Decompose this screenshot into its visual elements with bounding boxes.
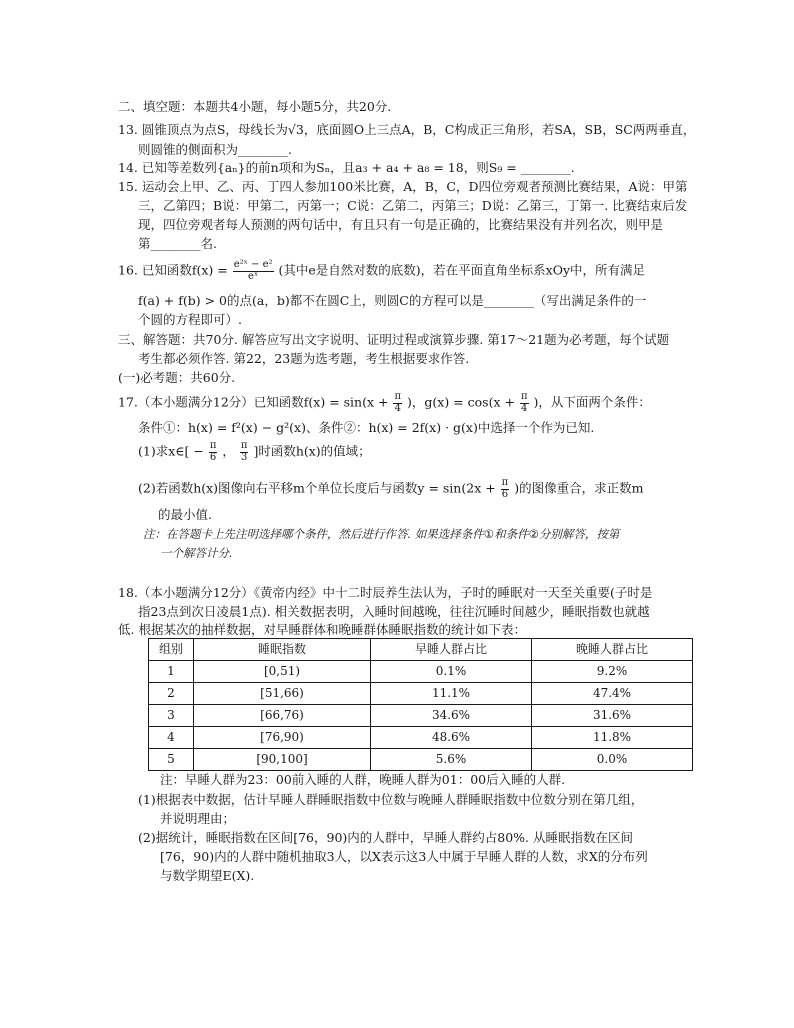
q18-line2: 指23点到次日凌晨1点). 相关数据表明，入睡时间越晚，往往沉睡时间越少，睡眠指数也就越 (138, 604, 650, 619)
q17-conditions: 条件①：h(x) = f²(x) − g²(x)、条件②：h(x) = 2f(x) · g(x)中选择一个作为已知. (138, 420, 595, 435)
fraction-numerator: π (394, 391, 402, 402)
table-cell: [90,100] (194, 749, 371, 771)
table-cell: [76,90) (194, 727, 371, 749)
q13-line2: 则圆锥的侧面积为________. (138, 142, 292, 157)
q18-part2-line1: (2)据统计，睡眠指数在区间[76，90)内的人群中，早睡人群约占80%. 从睡眠指数在区间 (138, 830, 634, 845)
q16-fraction (233, 260, 274, 282)
q17-part1 (138, 441, 371, 463)
table-cell: 11.1% (371, 683, 532, 705)
table-cell: 11.8% (532, 727, 693, 749)
table-cell: 0.0% (532, 749, 693, 771)
table-cell: 5 (149, 749, 194, 771)
q18-part2-line2: [76，90)内的人群中随机抽取3人，以X表示这3人中属于早睡人群的人数，求X的分布列 (160, 849, 648, 864)
q17-part1-c: ]时函数h(x)的值域； (253, 443, 371, 459)
q16-fraction-numerator: e²ˣ − e² (233, 259, 273, 270)
table-row (149, 705, 693, 727)
section3-heading-line1: 三、解答题：共70分. 解答应写出文字说明、证明过程或演算步骤. 第17～21题为必考题，每个试题 (118, 332, 670, 347)
pi-over-4-fraction (520, 392, 529, 414)
table-header-cell: 早睡人群占比 (371, 639, 532, 661)
fraction-denominator: 4 (521, 402, 528, 414)
q13-line1: 13. 圆锥顶点为点S，母线长为√3，底面圆O上三点A，B，C构成正三角形，若SA，SB，SC两两垂直， (118, 122, 696, 137)
q15-line1: 15. 运动会上甲、乙、丙、丁四人参加100米比赛，A，B，C，D四位旁观者预测比赛结果，A说：甲第 (118, 179, 688, 194)
q16-line1 (118, 260, 645, 282)
q17-line1-part-a: 17.（本小题满分12分）已知函数f(x) = sin(x + (118, 394, 389, 410)
table-header-cell: 睡眠指数 (194, 639, 371, 661)
q17-line1 (118, 392, 651, 414)
table-cell: 2 (149, 683, 194, 705)
q17-note-line2: 一个解答计分. (160, 546, 233, 560)
sleep-index-table (148, 638, 693, 771)
q18-line1: 18.（本小题满分12分）《黄帝内经》中十二时辰养生法认为，子时的睡眠对一天至关重要(子时是 (118, 585, 653, 600)
fraction-numerator: π (520, 391, 528, 402)
table-row (149, 661, 693, 683)
q15-line4: 第________名. (138, 236, 217, 251)
q17-part2-b: )的图像重合，求正数m (514, 480, 644, 496)
table-row (149, 749, 693, 771)
fraction-numerator: π (209, 440, 217, 451)
q16-fraction-denominator: eˣ (248, 270, 259, 282)
fraction-numerator: π (240, 440, 248, 451)
table-cell: 47.4% (532, 683, 693, 705)
table-cell: 34.6% (371, 705, 532, 727)
fraction-denominator: 4 (394, 402, 401, 414)
q16-suffix: (其中e是自然对数的底数)，若在平面直角坐标系xOy中，所有满足 (278, 262, 646, 278)
fraction-denominator: 6 (209, 451, 217, 463)
pi-over-6-fraction (209, 441, 218, 463)
q16-line3: 个圆的方程即可）. (138, 312, 242, 327)
section3-subheading: (一)必考题：共60分. (118, 370, 236, 385)
table-cell: 9.2% (532, 661, 693, 683)
q18-part2-line3: 与数学期望E(X). (160, 868, 255, 883)
q17-line1-part-c: )，从下面两个条件： (533, 394, 651, 410)
table-header-cell: 晚睡人群占比 (532, 639, 693, 661)
table-header-cell: 组别 (149, 639, 194, 661)
table-cell: 31.6% (532, 705, 693, 727)
table-cell: 5.6% (371, 749, 532, 771)
q14-text: 14. 已知等差数列{aₙ}的前n项和为Sₙ，且a₃ + a₄ + a₈ = 18，则S₉ = ________. (118, 160, 575, 175)
q15-line3: 现，四位旁观者每人预测的两句话中，有且只有一句是正确的，比赛结果没有并列名次，则甲是 (138, 217, 664, 232)
pi-over-3-fraction (240, 441, 249, 463)
table-cell: 1 (149, 661, 194, 683)
fraction-denominator: 6 (501, 488, 509, 500)
pi-over-6-fraction (501, 478, 510, 500)
q17-part1-b: ， (222, 443, 235, 459)
table-cell: 4 (149, 727, 194, 749)
q17-part2-line2: 的最小值. (158, 507, 212, 522)
q15-line2: 三，乙第四；B说：甲第二，丙第一；C说：乙第二，丙第三；D说：乙第三，丁第一. 比赛结束后发 (138, 198, 688, 213)
table-cell: [66,76) (194, 705, 371, 727)
q18-part1-line1: (1)根据表中数据，估计早睡人群睡眠指数中位数与晚睡人群睡眠指数中位数分别在第几组， (138, 792, 644, 807)
q17-part2-a: (2)若函数h(x)图像向右平移m个单位长度后与函数y = sin(2x + (138, 480, 496, 496)
q18-table-note: 注：早睡人群为23：00前入睡的人群，晚睡人群为01：00后入睡的人群. (160, 772, 566, 787)
q17-note-line1: 注：在答题卡上先注明选择哪个条件，然后进行作答. 如果选择条件①和条件②分别解答，按第 (143, 527, 620, 541)
table-cell: 48.6% (371, 727, 532, 749)
q18-part1-line2: 并说明理由； (160, 811, 236, 826)
fraction-denominator: 3 (240, 451, 248, 463)
section3-heading-line2: 考生都必须作答. 第22，23题为选考题，考生根据要求作答. (138, 351, 470, 366)
q16-prefix: 16. 已知函数f(x) = (118, 262, 228, 278)
table-header-row (149, 639, 693, 661)
table-row (149, 683, 693, 705)
table-cell: 3 (149, 705, 194, 727)
q17-part2 (138, 478, 643, 500)
table-cell: 0.1% (371, 661, 532, 683)
q16-line2: f(a) + f(b) > 0的点(a，b)都不在圆C上，则圆C的方程可以是________（写出满足条件的一 (138, 293, 647, 308)
pi-over-4-fraction (393, 392, 402, 414)
section2-heading: 二、填空题：本题共4小题，每小题5分，共20分. (118, 99, 392, 114)
q17-line1-part-b: )，g(x) = cos(x + (407, 394, 515, 410)
table-cell: [51,66) (194, 683, 371, 705)
q17-part1-a: (1)求x∈[ − (138, 443, 204, 459)
q18-line3: 低. 根据某次的抽样数据，对早睡群体和晚睡群体睡眠指数的统计如下表： (118, 622, 526, 637)
table-row (149, 727, 693, 749)
table-cell: [0,51) (194, 661, 371, 683)
fraction-numerator: π (501, 477, 509, 488)
